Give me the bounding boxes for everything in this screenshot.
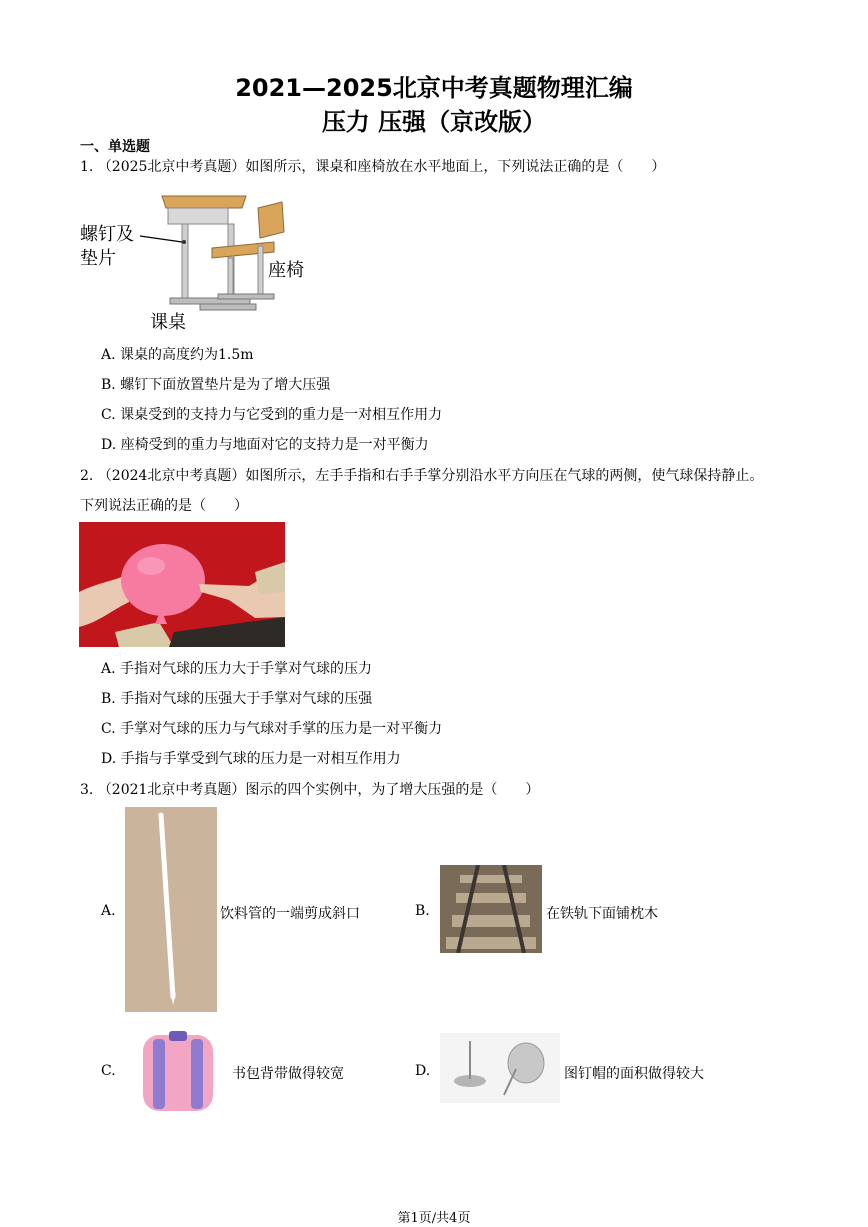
doc-title-line1: 2021—2025北京中考真题物理汇编 (235, 74, 633, 102)
desk-chair-figure (78, 186, 318, 336)
label-washer: 垫片 (80, 248, 116, 269)
label-chair: 座椅 (268, 260, 304, 281)
rail-illustration (440, 865, 542, 953)
q2-option-b: B. 手指对气球的压强大于手掌对气球的压强 (101, 691, 373, 707)
label-desk: 课桌 (150, 312, 186, 333)
thumbtack-photo (440, 1033, 560, 1103)
q3-option-d-letter: D. (415, 1063, 431, 1079)
label-screw: 螺钉及 (80, 224, 134, 245)
q3-option-b-letter: B. (415, 903, 430, 919)
rail-photo (440, 865, 542, 953)
q2-option-a: A. 手指对气球的压力大于手掌对气球的压力 (101, 661, 373, 677)
page-footer: 第1页/共4页 (397, 1211, 471, 1226)
backpack-photo (125, 1027, 229, 1115)
q1-option-b: B. 螺钉下面放置垫片是为了增大压强 (101, 377, 331, 393)
q3-option-a-text: 饮料管的一端剪成斜口 (220, 906, 360, 922)
section-title: 一、单选题 (80, 139, 150, 155)
balloon-illustration (79, 522, 285, 647)
q3-option-c-letter: C. (101, 1063, 116, 1079)
q2-option-d: D. 手指与手掌受到气球的压力是一对相互作用力 (101, 751, 401, 767)
backpack-illustration (125, 1027, 229, 1115)
q3-option-b-text: 在铁轨下面铺枕木 (546, 906, 658, 922)
q1-option-d: D. 座椅受到的重力与地面对它的支持力是一对平衡力 (101, 437, 429, 453)
q3-option-c-text: 书包背带做得较宽 (232, 1066, 344, 1082)
doc-title-line2: 压力 压强（京改版） (321, 108, 547, 136)
balloon-photo (79, 522, 285, 647)
q1-option-c: C. 课桌受到的支持力与它受到的重力是一对相互作用力 (101, 407, 443, 423)
q3-option-a-letter: A. (101, 903, 116, 919)
straw-photo (125, 807, 217, 1012)
q1-option-a: A. 课桌的高度约为1.5m (101, 347, 254, 363)
thumbtack-illustration (440, 1033, 560, 1103)
q2-stem-line1: 2. （2024北京中考真题）如图所示，左手手指和右手手掌分别沿水平方向压在气球的两侧，使气球保持静止。 (80, 468, 764, 484)
q3-stem: 3. （2021北京中考真题）图示的四个实例中，为了增大压强的是（ ） (80, 782, 540, 798)
q2-option-c: C. 手掌对气球的压力与气球对手掌的压力是一对平衡力 (101, 721, 443, 737)
q1-stem: 1. （2025北京中考真题）如图所示，课桌和座椅放在水平地面上，下列说法正确的是（ ） (80, 159, 666, 175)
q2-stem-line2: 下列说法正确的是（ ） (80, 498, 248, 514)
straw-illustration (125, 807, 217, 1012)
q3-option-d-text: 图钉帽的面积做得较大 (564, 1066, 704, 1082)
